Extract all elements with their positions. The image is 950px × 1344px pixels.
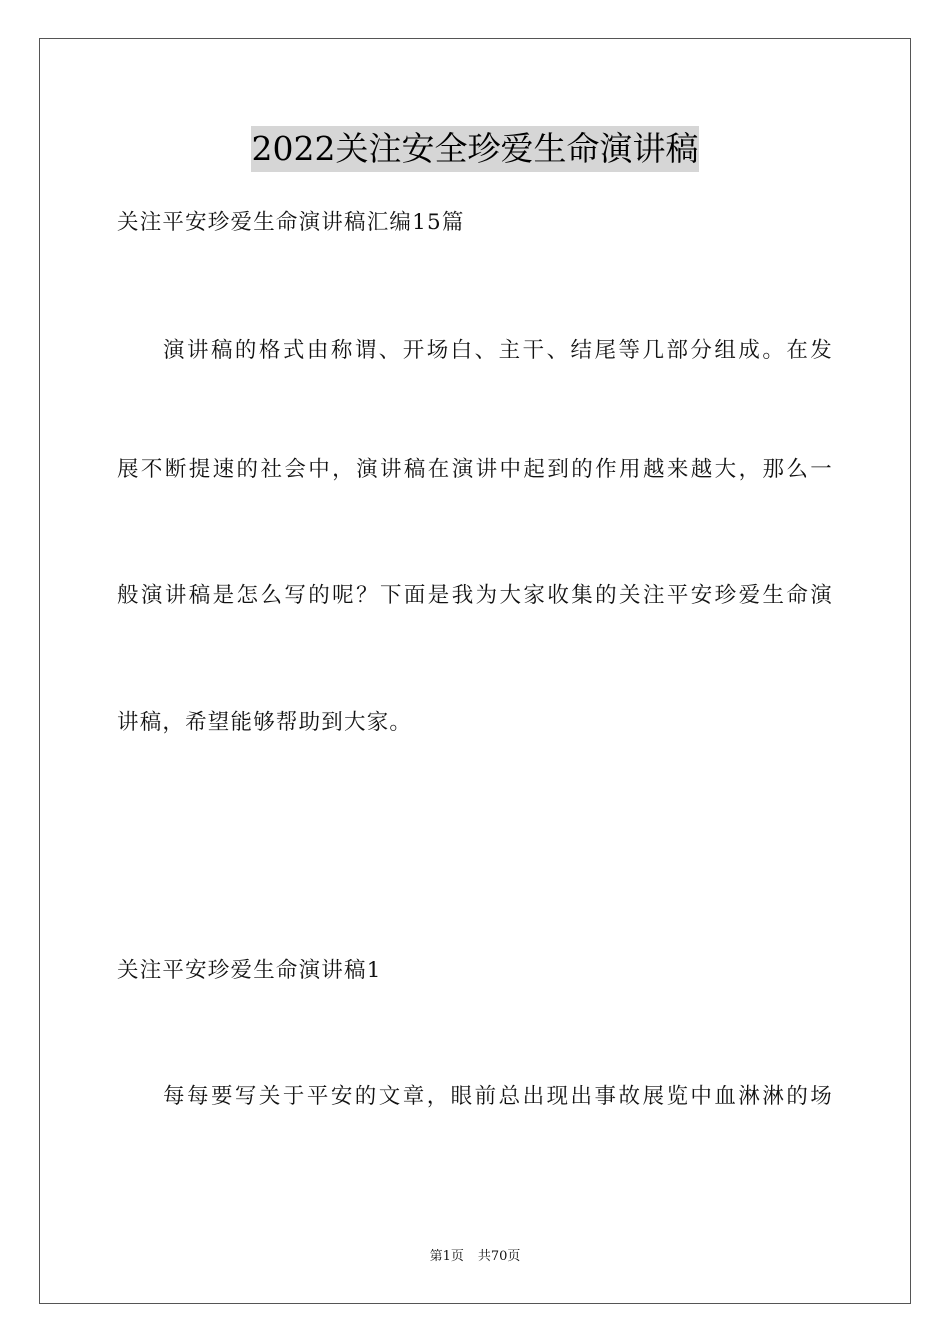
paragraph-line: 演讲稿的格式由称谓、开场白、主干、结尾等几部分组成。在发 [163,338,833,363]
title-container [0,126,950,172]
paragraph-line: 展不断提速的社会中，演讲稿在演讲中起到的作用越来越大，那么一 [117,457,833,482]
page-total: 共70页 [477,1249,521,1264]
page-number: 第1页 [429,1249,464,1264]
document-title: 2022关注安全珍爱生命演讲稿 [251,126,700,172]
page-footer [0,1248,950,1266]
paragraph-line: 讲稿，希望能够帮助到大家。 [117,710,413,735]
paragraph-line: 每每要写关于平安的文章，眼前总出现出事故展览中血淋淋的场 [163,1084,833,1109]
section-heading: 关注平安珍爱生命演讲稿1 [117,958,382,983]
paragraph-line: 般演讲稿是怎么写的呢？下面是我为大家收集的关注平安珍爱生命演 [117,583,833,608]
document-subtitle: 关注平安珍爱生命演讲稿汇编15篇 [117,210,465,235]
